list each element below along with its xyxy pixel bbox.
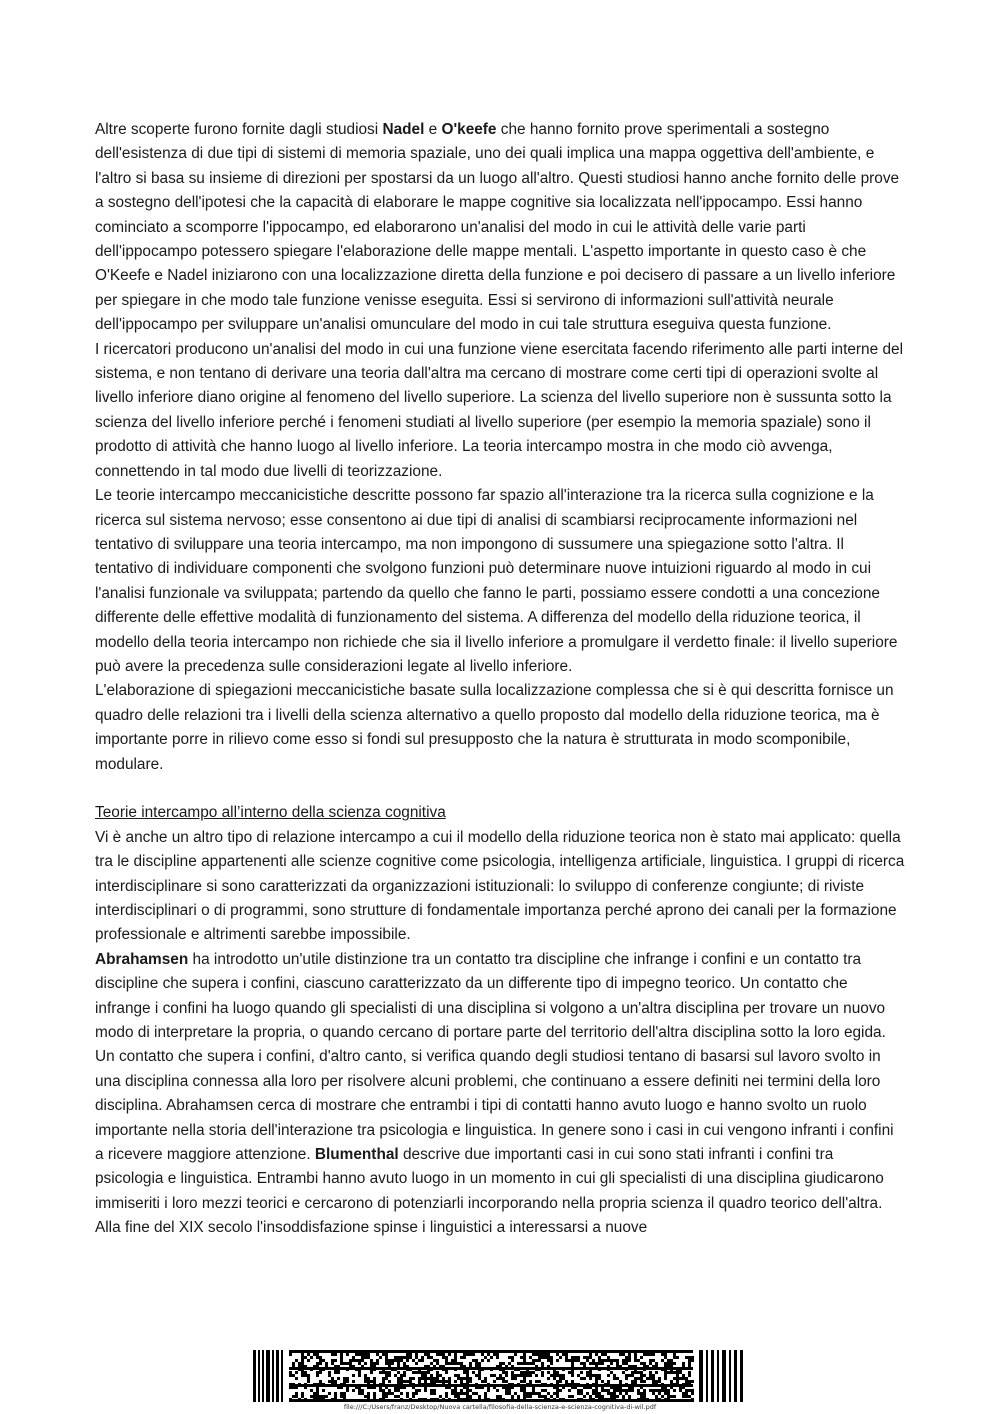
barcode-icon [253, 1350, 743, 1402]
text-run: descrive due importanti casi in cui sono stati infranti i confini tra psicologia e linguistica. Entrambi hanno avuto luogo in un momento in cui gli specialisti di una disciplina giudicarono immiseriti i loro mezzi teorici e cercarono di potenziarli incorporando nella propria scienza il quadro teorico dell'altra. Alla fine del XIX secolo l'insoddisfazione spinse i linguistici a interessarsi a nuove [95, 1146, 884, 1237]
barcode-graphic [253, 1350, 743, 1402]
body-text [95, 118, 905, 777]
bold-name: Abrahamsen [95, 950, 189, 968]
paragraph [95, 826, 905, 948]
text-run: che hanno fornito prove sperimentali a sostegno dell'esistenza di due tipi di sistemi di memoria spaziale, uno dei quali implica una mappa oggettiva dell'ambiente, e l'altro si basa su insieme di direzioni per spostarsi da un luogo all'altro. Questi studiosi hanno anche fornito delle prove a sostegno dell'ipotesi che la capacità di elaborare le mappe cognitive sia localizzata nell'ippocampo. Essi hanno cominciato a scomporre l'ippocampo, ed elaborarono un'analisi del modo in cui le attività delle varie parti dell'ippocampo potessero spiegare l'elaborazione delle mappe mentali. L'aspetto importante in questo caso è che O'Keefe e Nadel iniziarono con una localizzazione diretta della funzione e poi decisero di passare a un livello inferiore per spiegare in che modo tale funzione venisse eseguita. Essi si servirono di informazioni sull'attività neurale dell'ippocampo per sviluppare un'analisi omunculare del modo in cui tale struttura eseguiva questa funzione. [95, 121, 900, 334]
paragraph [95, 948, 905, 1241]
section-body-text [95, 826, 905, 1241]
footer-file-path: file:///C:/Users/franz/Desktop/Nuova cartella/filosofia-della-scienza-e-scienza-cognitiva-di-wil.pdf [343, 1403, 657, 1411]
text-run: Altre scoperte furono fornite dagli studiosi [95, 121, 383, 138]
paragraph [95, 484, 905, 679]
section-heading: Teorie intercampo all’interno della scienza cognitiva [95, 804, 446, 822]
text-run: I ricercatori producono un'analisi del modo in cui una funzione viene esercitata facendo riferimento alle parti interne del sistema, e non tentano di derivare una teoria dall'altra ma cercano di mostrare come certi tipi di operazioni svolte al livello inferiore diano origine al fenomeno del livello superiore. La scienza del livello superiore non è sussunta sotto la scienza del livello inferiore perché i fenomeni studiati al livello superiore (per esempio la memoria spaziale) sono il prodotto di attività che hanno luogo al livello inferiore. La teoria intercampo mostra in che modo ciò avvenga, connettendo in tal modo due livelli di teorizzazione. [95, 340, 903, 480]
text-run: L'elaborazione di spiegazioni meccanicistiche basate sulla localizzazione complessa che si è qui descritta fornisce un quadro delle relazioni tra i livelli della scienza alternativo a quello proposto dal modello della riduzione teorica, ma è importante porre in rilievo come esso si fondi sul presupposto che la natura è strutturata in modo scomponibile, modulare. [95, 682, 894, 773]
text-run: ha introdotto un'utile distinzione tra un contatto tra discipline che infrange i confini e un contatto tra discipline che supera i confini, ciascuno caratterizzato da un differente tipo di impegno teorico. Un contatto che infrange i confini ha luogo quando gli specialisti di una disciplina si volgono a un'altra disciplina per trovare un nuovo modo di interpretare la propria, o quando cercano di portare parte del territorio dell'altra disciplina sotto la loro egida. Un contatto che supera i confini, d'altro canto, si verifica quando degli studiosi tentano di basarsi sul lavoro svolto in una disciplina connessa alla loro per risolvere alcuni problemi, che continuano a essere definiti nei termini della loro disciplina. Abrahamsen cerca di mostrare che entrambi i tipi di contatti hanno avuto luogo e hanno svolto un ruolo importante nella storia dell'interazione tra psicologia e linguistica. In genere sono i casi in cui vengono infranti i confini a ricevere maggiore attenzione. [95, 950, 894, 1164]
bold-name: O'keefe [441, 121, 497, 138]
document-page [95, 118, 905, 1241]
bold-name: Nadel [382, 121, 425, 138]
text-run: Le teorie intercampo meccanicistiche descritte possono far spazio all'interazione tra la ricerca sulla cognizione e la ricerca sul sistema nervoso; esse consentono ai due tipi di analisi di scambiarsi reciprocamente informazioni nel tentativo di sviluppare una teoria intercampo, ma non impongono di sussumere una spiegazione sotto l'altra. Il tentativo di individuare componenti che svolgono funzioni può determinare nuove intuizioni riguardo al modo in cui l'analisi funzionale va sviluppata; partendo da quello che fanno le parti, possiamo essere condotti a una concezione differente delle effettive modalità di funzionamento del sistema. A differenza del modello della riduzione teorica, il modello della teoria intercampo non richiede che sia il livello inferiore a promulgare il verdetto finale: il livello superiore può avere la precedenza sulle considerazioni legate al livello inferiore. [95, 487, 898, 675]
paragraph [95, 118, 905, 338]
bold-name: Blumenthal [314, 1146, 399, 1164]
paragraph [95, 338, 905, 484]
paragraph [95, 679, 905, 777]
text-run: e [424, 121, 442, 138]
text-run: Vi è anche un altro tipo di relazione intercampo a cui il modello della riduzione teorica non è stato mai applicato: quella tra le discipline appartenenti alle scienze cognitive come psicologia, intelligenza artificiale, linguistica. I gruppi di ricerca interdisciplinare si sono caratterizzati da organizzazioni istituzionali: lo sviluppo di conferenze congiunte; di riviste interdisciplinari o di programmi, sono strutture di fondamentale importanza perché aprono dei canali per la formazione professionale e altrimenti sarebbe impossibile. [95, 828, 905, 944]
